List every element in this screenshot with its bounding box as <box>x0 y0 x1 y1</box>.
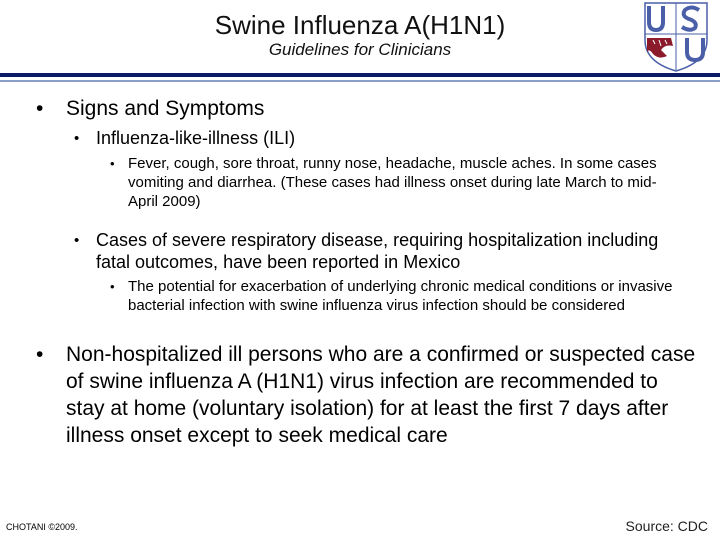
bullet-ili <box>74 127 674 149</box>
bullet-ili-symptoms <box>110 154 685 211</box>
bullet-text: Fever, cough, sore throat, runny nose, headache, muscle aches. In some cases vomiting and diarrhea. (These cases had illness onset during late March to mid-April 2009) <box>128 155 657 210</box>
bullet-text: Cases of severe respiratory disease, requiring hospitalization including fatal outcomes, have been reported in Mexico <box>96 230 659 272</box>
bullet-dot: • <box>74 232 80 249</box>
slide-subtitle: Guidelines for Clinicians <box>268 40 452 59</box>
header-rule-thin <box>0 80 720 82</box>
bullet-severe-cases <box>74 229 674 273</box>
bullet-dot: • <box>36 97 44 120</box>
bullet-text: The potential for exacerbation of underlying chronic medical conditions or invasive bacterial infection with swine influenza virus infection should be considered <box>128 278 673 314</box>
bullet-exacerbation <box>110 277 685 315</box>
bullet-text: Non-hospitalized ill persons who are a confirmed or suspected case of swine influenza A (H1N1) virus infection are recommended to stay at home (voluntary isolation) for at least the first 7 days after illness onset except to seek medical care <box>66 343 696 447</box>
bullet-dot: • <box>74 130 80 147</box>
bullet-dot: • <box>110 156 115 171</box>
slide-title: Swine Influenza A(H1N1) <box>214 10 506 40</box>
source-footer: Source: CDC <box>625 518 708 534</box>
usu-logo <box>641 0 711 72</box>
bullet-dot: • <box>110 279 115 294</box>
bullet-home-isolation <box>36 341 696 449</box>
bullet-text: Signs and Symptoms <box>66 97 265 120</box>
header-rule-thick <box>0 73 720 77</box>
bullet-dot: • <box>36 343 44 366</box>
copyright-footer: CHOTANI ©2009. <box>6 522 78 532</box>
bullet-signs-symptoms <box>36 95 676 122</box>
bullet-text: Influenza-like-illness (ILI) <box>96 128 296 148</box>
